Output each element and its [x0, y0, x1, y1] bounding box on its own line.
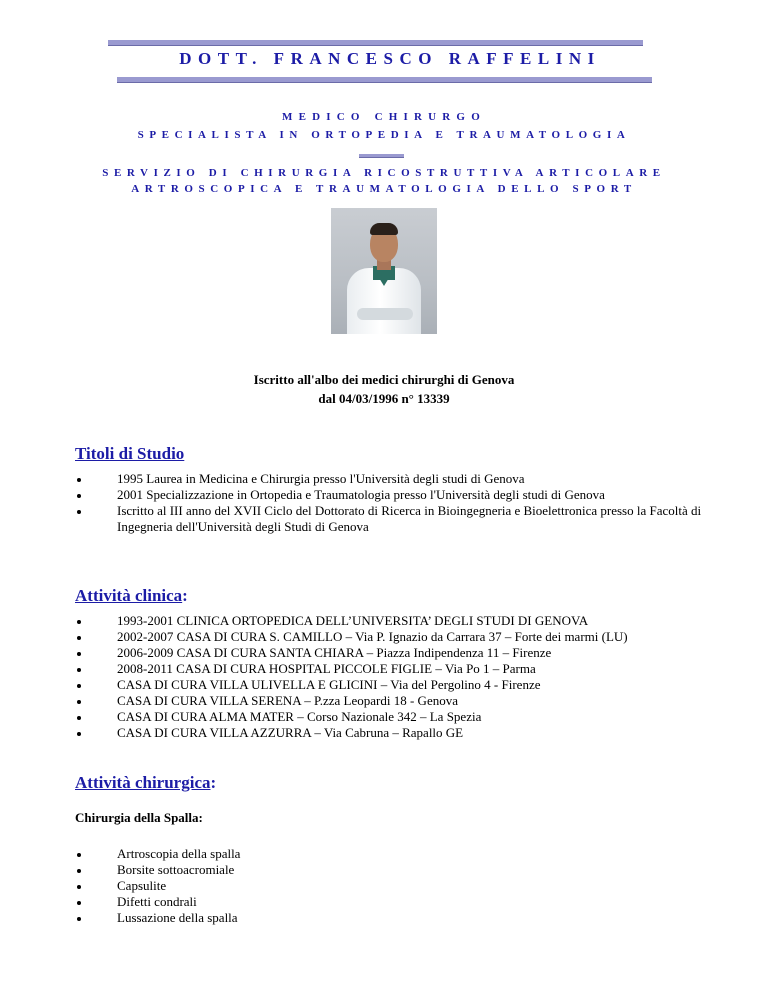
section-attivita-clinica-heading — [75, 586, 188, 606]
list-item: Iscritto al III anno del XVII Ciclo del Dottorato di Ricerca in Bioingegneria e Bioelettronica presso la Facoltà di Ingegneria dell'Università degli Studi di Genova — [75, 503, 737, 535]
list-item: 2008-2011 CASA DI CURA HOSPITAL PICCOLE FIGLIE – Via Po 1 – Parma — [75, 661, 737, 677]
list-item: Difetti condrali — [75, 894, 737, 910]
role-line: MEDICO CHIRURGO — [282, 111, 486, 123]
heading-colon: : — [210, 773, 217, 792]
list-item: 1993-2001 CLINICA ORTOPEDICA DELL’UNIVERSITA’ DEGLI STUDI DI GENOVA — [75, 613, 737, 629]
list-item: Lussazione della spalla — [75, 910, 737, 926]
section-titoli-heading-text: Titoli di Studio — [75, 444, 185, 463]
list-item: 2001 Specializzazione in Ortopedia e Traumatologia presso l'Università degli studi di Genova — [75, 487, 737, 503]
list-item: CASA DI CURA VILLA ULIVELLA E GLICINI – Via del Pergolino 4 - Firenze — [75, 677, 737, 693]
subsection-spalla-heading: Chirurgia della Spalla: — [75, 810, 203, 825]
heading-colon: : — [182, 586, 188, 605]
list-item: 1995 Laurea in Medicina e Chirurgia presso l'Università degli studi di Genova — [75, 471, 737, 487]
registration-line-2: dal 04/03/1996 n° 13339 — [318, 391, 450, 406]
service-line-2: ARTROSCOPICA E TRAUMATOLOGIA DELLO SPORT — [131, 183, 637, 195]
section-titoli-heading — [75, 444, 184, 464]
doctor-name: DOTT. FRANCESCO RAFFELINI — [179, 49, 601, 68]
header-rule-top — [108, 40, 643, 46]
list-item: Artroscopia della spalla — [75, 846, 737, 862]
list-item: CASA DI CURA VILLA SERENA – P.zza Leopardi 18 - Genova — [75, 693, 737, 709]
list-item: CASA DI CURA ALMA MATER – Corso Nazionale 342 – La Spezia — [75, 709, 737, 725]
doctor-portrait — [331, 208, 437, 334]
list-item: CASA DI CURA VILLA AZZURRA – Via Cabruna – Rapallo GE — [75, 725, 737, 741]
list-item: Borsite sottoacromiale — [75, 862, 737, 878]
service-line-1: SERVIZIO DI CHIRURGIA RICOSTRUTTIVA ARTICOLARE — [102, 167, 666, 179]
section-attivita-clinica-heading-text: Attività clinica — [75, 586, 183, 605]
specialty-line: SPECIALISTA IN ORTOPEDIA E TRAUMATOLOGIA — [137, 129, 631, 141]
spalla-list — [75, 846, 737, 926]
list-item: 2006-2009 CASA DI CURA SANTA CHIARA – Piazza Indipendenza 11 – Firenze — [75, 645, 737, 661]
list-item: 2002-2007 CASA DI CURA S. CAMILLO – Via P. Ignazio da Carrara 37 – Forte dei marmi (LU) — [75, 629, 737, 645]
section-attivita-chirurgica-heading — [75, 773, 216, 793]
list-item: Capsulite — [75, 878, 737, 894]
header-rule-bottom — [117, 77, 652, 83]
section-attivita-chirurgica-heading-text: Attività chirurgica — [75, 773, 211, 792]
attivita-clinica-list — [75, 613, 737, 741]
portrait-hair — [370, 223, 398, 235]
header-rule-short — [359, 154, 404, 158]
titoli-list — [75, 471, 737, 535]
portrait-crossed-arms — [357, 308, 413, 320]
registration-line-1: Iscritto all'albo dei medici chirurghi di Genova — [253, 372, 515, 387]
